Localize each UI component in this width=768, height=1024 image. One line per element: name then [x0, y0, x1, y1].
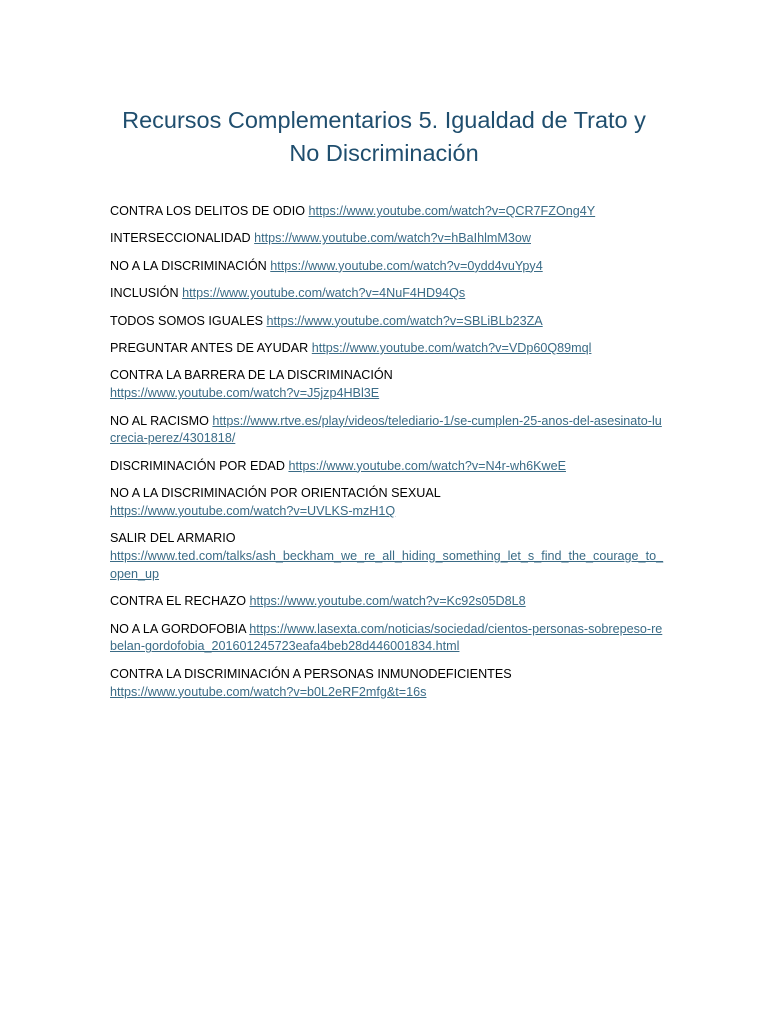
- resource-link[interactable]: https://www.youtube.com/watch?v=UVLKS-mzH1Q: [110, 503, 396, 518]
- resource-label: PREGUNTAR ANTES DE AYUDAR: [110, 340, 309, 355]
- resource-entry: [110, 367, 665, 403]
- resource-link[interactable]: https://www.youtube.com/watch?v=b0L2eRF2mfg&t=16s: [110, 684, 427, 699]
- resource-label: NO AL RACISMO: [110, 413, 209, 428]
- resource-link[interactable]: https://www.youtube.com/watch?v=SBLiBLb23ZA: [266, 313, 543, 328]
- resource-entry: [110, 285, 665, 303]
- resource-link[interactable]: https://www.youtube.com/watch?v=4NuF4HD94Qs: [182, 286, 466, 301]
- resource-entry: [110, 621, 665, 657]
- resource-link[interactable]: https://www.youtube.com/watch?v=J5jzp4HBl3E: [110, 386, 380, 401]
- resource-label: TODOS SOMOS IGUALES: [110, 313, 264, 328]
- resource-entry: [110, 458, 665, 476]
- resource-link[interactable]: https://www.youtube.com/watch?v=VDp60Q89mql: [311, 340, 592, 355]
- resource-label: NO A LA DISCRIMINACIÓN: [110, 258, 271, 273]
- resource-label: CONTRA LA BARRERA DE LA DISCRIMINACIÓN: [110, 368, 393, 383]
- resource-list: [110, 203, 665, 711]
- resource-entry: [110, 203, 665, 221]
- resource-link[interactable]: https://www.youtube.com/watch?v=QCR7FZOng4Y: [308, 204, 596, 218]
- resource-link[interactable]: https://www.lasexta.com/noticias/sociedad/cientos-personas-sobrepeso-rebelan-gordofobia_201601245723eafa4beb28d446001834.html: [110, 621, 663, 654]
- resource-entry: [110, 340, 665, 358]
- resource-label: NO A LA GORDOFOBIA: [110, 621, 246, 636]
- resource-label: INCLUSIÓN: [110, 286, 179, 301]
- resource-link[interactable]: https://www.ted.com/talks/ash_beckham_we_re_all_hiding_something_let_s_find_the_courage_to_open_up: [110, 549, 664, 581]
- resource-label: CONTRA EL RECHAZO: [110, 594, 246, 609]
- resource-entry: [110, 258, 665, 276]
- resource-entry: [110, 230, 665, 248]
- resource-label: DISCRIMINACIÓN POR EDAD: [110, 458, 285, 473]
- resource-label: SALIR DEL ARMARIO: [110, 531, 236, 546]
- resource-entry: [110, 485, 665, 521]
- resource-entry: [110, 530, 665, 583]
- resource-link[interactable]: https://www.youtube.com/watch?v=hBaIhlmM3ow: [254, 231, 531, 246]
- resource-entry: [110, 593, 665, 611]
- resource-label: CONTRA LA DISCRIMINACIÓN A PERSONAS INMUNODEFICIENTES: [110, 666, 512, 681]
- resource-link[interactable]: https://www.youtube.com/watch?v=Kc92s05D8L8: [249, 594, 526, 609]
- document-title: Recursos Complementarios 5. Igualdad de Trato y No Discriminación: [122, 107, 646, 166]
- resource-entry: [110, 413, 665, 449]
- resource-entry: [110, 313, 665, 331]
- resource-label: INTERSECCIONALIDAD: [110, 231, 251, 246]
- resource-link[interactable]: https://www.rtve.es/play/videos/telediario-1/se-cumplen-25-anos-del-asesinato-lucrecia-perez/4301818/: [110, 413, 662, 446]
- resource-entry: [110, 666, 665, 702]
- resource-link[interactable]: https://www.youtube.com/watch?v=0ydd4vuYpy4: [270, 258, 543, 273]
- resource-label: NO A LA DISCRIMINACIÓN POR ORIENTACIÓN SEXUAL: [110, 486, 441, 501]
- resource-label: CONTRA LOS DELITOS DE ODIO: [110, 204, 306, 218]
- resource-link[interactable]: https://www.youtube.com/watch?v=N4r-wh6KweE: [288, 458, 566, 473]
